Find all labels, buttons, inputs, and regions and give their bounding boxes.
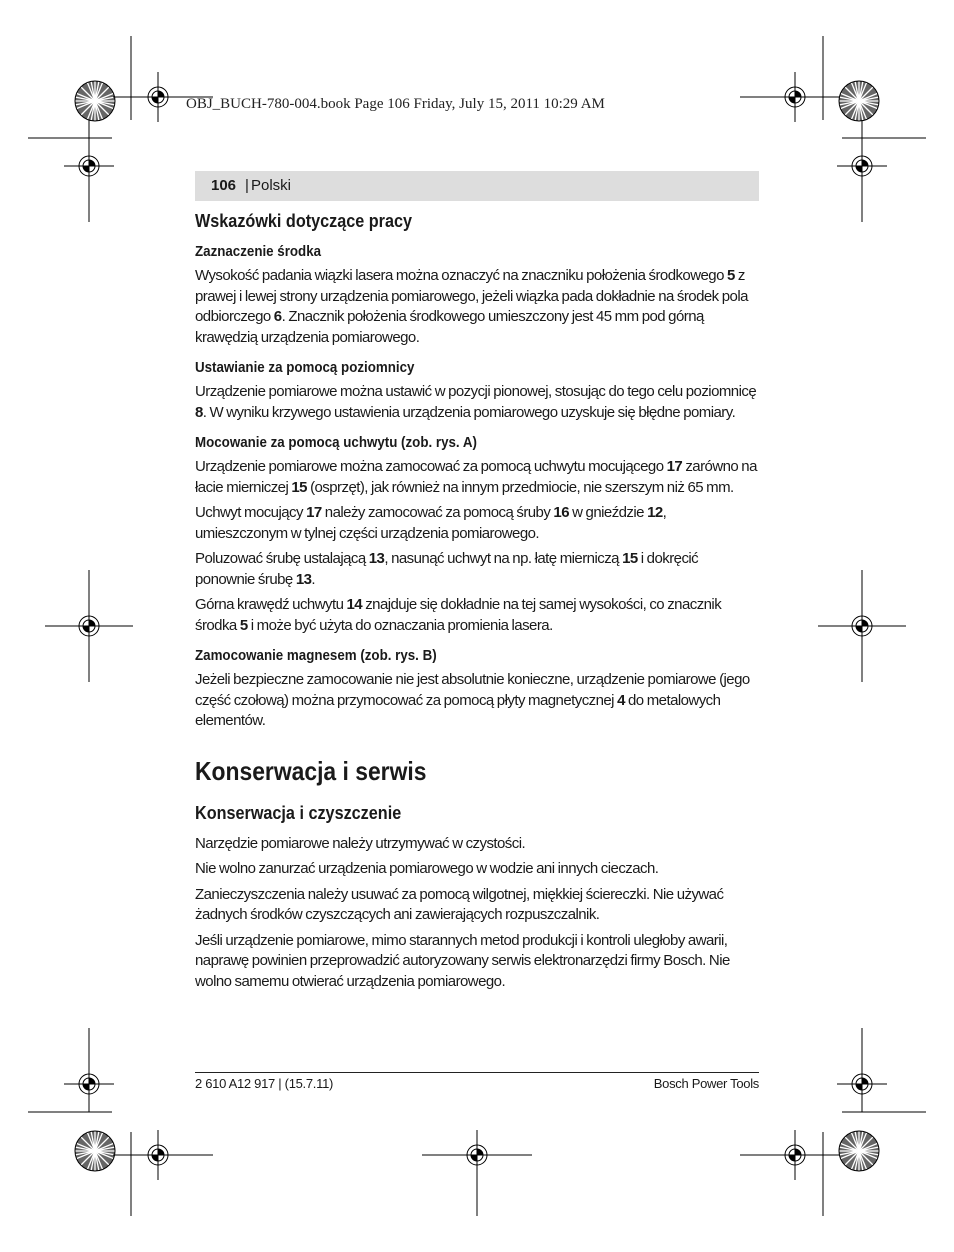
paragraph: Narzędzie pomiarowe należy utrzymywać w czystości. xyxy=(195,834,526,852)
paragraph: Górna krawędź uchwytu 14 znajduje się dokładnie na tej samej wysokości, co znacznik środka 5 i może być użyta do oznaczania promienia lasera. xyxy=(195,596,722,634)
subheading-magnet-mount: Zamocowanie magnesem (zob. rys. B) xyxy=(195,648,437,664)
subheading-center-mark: Zaznaczenie środka xyxy=(195,244,322,260)
footer-doc-number: 2 610 A12 917 | (15.7.11) xyxy=(195,1076,334,1091)
book-file-header: OBJ_BUCH-780-004.book Page 106 Friday, July 15, 2011 10:29 AM xyxy=(186,96,605,112)
paragraph: Urządzenie pomiarowe można ustawić w pozycji pionowej, stosując do tego celu poziomnicę 8. W wyniku krzywego ustawienia urządzenia pomiarowego uzyskuje się błędne pomiary. xyxy=(195,383,757,421)
footer-rule xyxy=(195,1072,759,1073)
header-language: Polski xyxy=(251,177,292,194)
footer-brand: Bosch Power Tools xyxy=(653,1076,759,1091)
section-heading-cleaning: Konserwacja i czyszczenie xyxy=(195,802,402,823)
chapter-heading-service: Konserwacja i serwis xyxy=(195,755,427,786)
section-heading-tips: Wskazówki dotyczące pracy xyxy=(195,211,412,231)
paragraph: Jeżeli bezpieczne zamocowanie nie jest absolutnie konieczne, urządzenie pomiarowe (jego część czołową) można przymocować za pomocą płyty magnetycznej 4 do metalowych elementów. xyxy=(195,671,750,729)
paragraph: Nie wolno zanurzać urządzenia pomiarowego w wodzie ani innych cieczach. xyxy=(195,860,659,877)
subheading-holder-mount: Mocowanie za pomocą uchwytu (zob. rys. A) xyxy=(195,435,477,451)
paragraph: Poluzować śrubę ustalającą 13, nasunąć uchwyt na np. łatę mierniczą 15 i dokręcić ponownie śrubę 13. xyxy=(195,550,699,588)
paragraph: Uchwyt mocujący 17 należy zamocować za pomocą śruby 16 w gnieździe 12, umieszczonym w tylnej części urządzenia pomiarowego. xyxy=(195,504,667,542)
page-content xyxy=(195,208,759,997)
header-separator: | xyxy=(245,177,249,194)
paragraph: Zanieczyszczenia należy usuwać za pomocą wilgotnej, miękkiej ściereczki. Nie używać żadnych środków czyszczących ani zawierających rozpuszczalnik. xyxy=(195,885,724,923)
paragraph: Jeśli urządzenie pomiarowe, mimo starannych metod produkcji i kontroli uległoby awarii, naprawę powinien przeprowadzić autoryzowany serwis elektronarzędzi firmy Bosch. Nie wolno samemu otwierać urządzenia pomiarowego. xyxy=(195,931,730,990)
subheading-level-vial: Ustawianie za pomocą poziomnicy xyxy=(195,360,415,376)
paragraph: Urządzenie pomiarowe można zamocować za pomocą uchwytu mocującego 17 zarówno na łacie mierniczej 15 (osprzęt), jak również na innym przedmiocie, nie szerszym niż 65 mm. xyxy=(195,458,757,496)
paragraph: Wysokość padania wiązki lasera można oznaczyć na znaczniku położenia środkowego 5 z prawej i lewej strony urządzenia pomiarowego, jeżeli wiązka pada dokładnie na środek pola odbiorczego 6. Znacznik położenia środkowego umieszczony jest 45 mm pod górną krawędzią urządzenia pomiarowego. xyxy=(195,267,748,346)
page-number: 106 xyxy=(211,177,237,194)
page-header-bar xyxy=(195,171,759,201)
